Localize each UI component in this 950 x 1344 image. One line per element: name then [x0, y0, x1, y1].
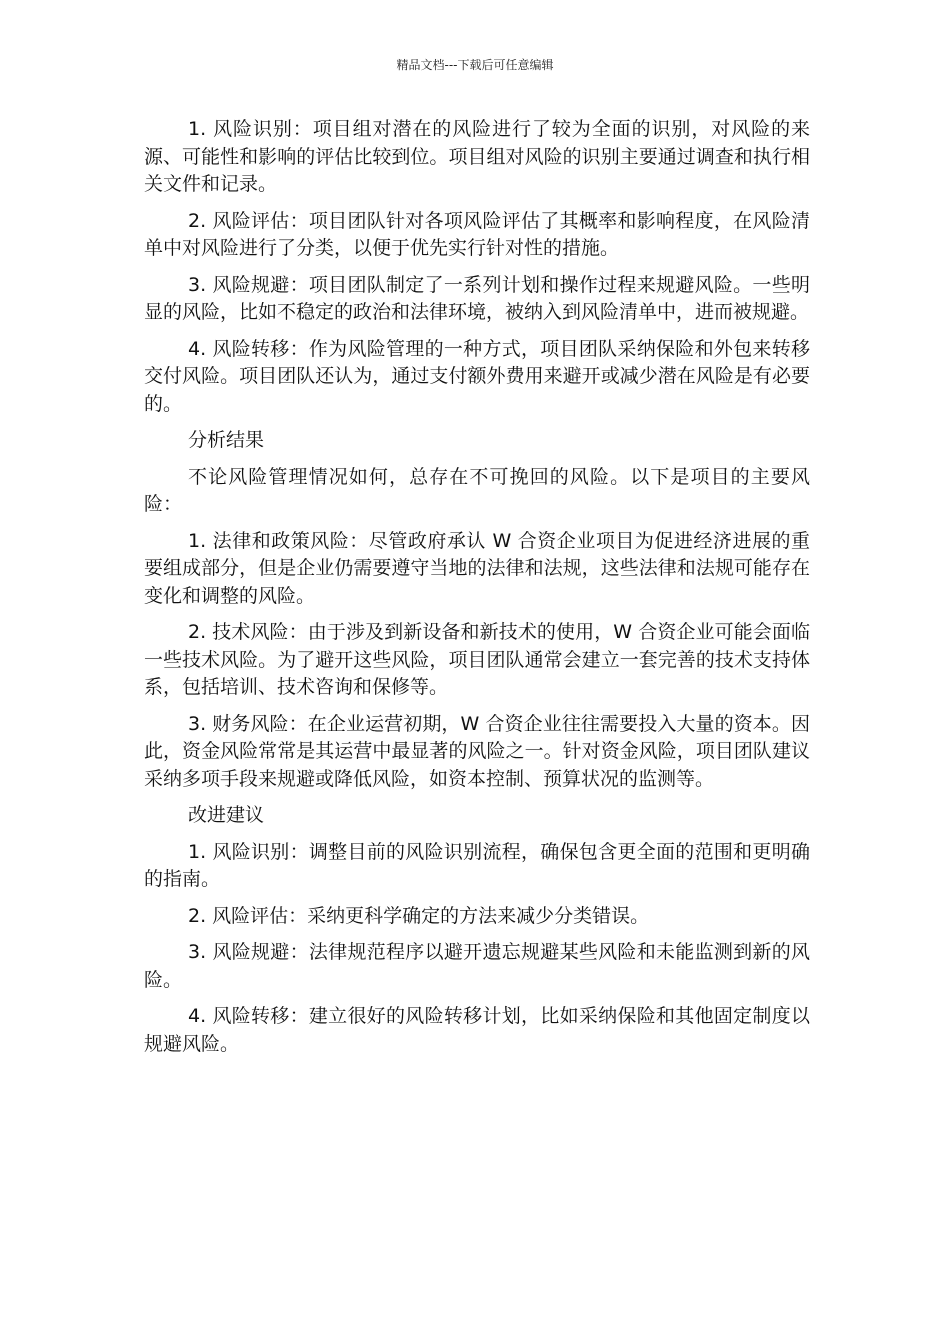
paragraph-risk-identification: 1. 风险识别：项目组对潜在的风险进行了较为全面的识别，对风险的来源、可能性和影响的评估比较到位。项目组对风险的识别主要通过调查和执行相关文件和记录。 — [144, 118, 810, 195]
paragraph-improve-transfer: 4. 风险转移：建立很好的风险转移计划，比如采纳保险和其他固定制度以规避风险。 — [144, 1005, 810, 1055]
section-heading-improvements: 改进建议 — [188, 804, 265, 826]
paragraph-risk-avoidance: 3. 风险规避：项目团队制定了一系列计划和操作过程来规避风险。一些明显的风险，比如不稳定的政治和法律环境，被纳入到风险清单中，进而被规避。 — [144, 273, 810, 323]
document-body — [144, 116, 810, 1067]
paragraph-risk-assessment: 2. 风险评估：项目团队针对各项风险评估了其概率和影响程度，在风险清单中对风险进行了分类，以便于优先实行针对性的措施。 — [144, 209, 810, 259]
paragraph-improve-identification: 1. 风险识别：调整目前的风险识别流程，确保包含更全面的范围和更明确的指南。 — [144, 840, 810, 890]
paragraph-technical-risk: 2. 技术风险：由于涉及到新设备和新技术的使用，W 合资企业可能会面临一些技术风险。为了避开这些风险，项目团队通常会建立一套完善的技术支持体系，包括培训、技术咨询和保修等。 — [144, 621, 810, 698]
paragraph-main-risks-intro: 不论风险管理情况如何，总存在不可挽回的风险。以下是项目的主要风险： — [144, 465, 810, 515]
page-header: 精品文档---下载后可任意编辑 — [396, 58, 554, 72]
section-heading-analysis-results: 分析结果 — [188, 429, 265, 451]
paragraph-legal-policy-risk: 1. 法律和政策风险：尽管政府承认 W 合资企业项目为促进经济进展的重要组成部分，但是企业仍需要遵守当地的法律和法规，这些法律和法规可能存在变化和调整的风险。 — [144, 529, 810, 607]
paragraph-financial-risk: 3. 财务风险：在企业运营初期，W 合资企业往往需要投入大量的资本。因此，资金风险常常是其运营中最显著的风险之一。针对资金风险，项目团队建议采纳多项手段来规避或降低风险，如资本控制、预算状况的监测等。 — [144, 712, 810, 790]
paragraph-risk-transfer: 4. 风险转移：作为风险管理的一种方式，项目团队采纳保险和外包来转移交付风险。项目团队还认为，通过支付额外费用来避开或减少潜在风险是有必要的。 — [144, 337, 810, 415]
paragraph-improve-assessment: 2. 风险评估：采纳更科学确定的方法来减少分类错误。 — [188, 904, 650, 927]
paragraph-improve-avoidance: 3. 风险规避：法律规范程序以避开遗忘规避某些风险和未能监测到新的风险。 — [144, 941, 810, 991]
